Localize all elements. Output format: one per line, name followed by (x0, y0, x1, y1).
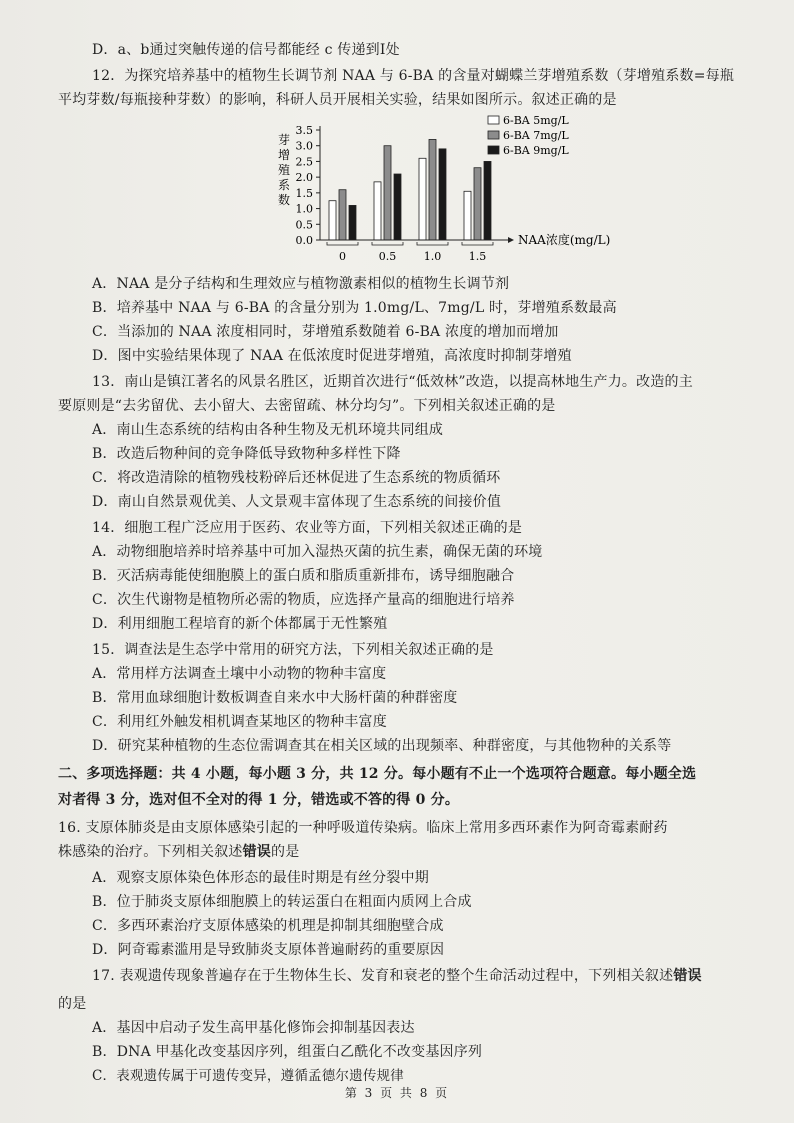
q17-stem-text: 17. 表观遗传现象普遍存在于生物体生长、发育和衰老的整个生命活动过程中，下列相关叙述 (92, 968, 674, 984)
q14-option-b: B．灭活病毒能使细胞膜上的蛋白质和脂质重新排布，诱导细胞融合 (92, 568, 515, 584)
legend-label: 6-BA 5mg/L (503, 114, 569, 127)
q11-option-d: D．a、b通过突触传递的信号都能经 c 传递到Ⅰ处 (92, 42, 400, 58)
bar (384, 146, 391, 240)
y-axis-label-char: 芽 (277, 133, 291, 147)
q17-option-a: A．基因中启动子发生高甲基化修饰会抑制基因表达 (92, 1020, 415, 1036)
q14-option-c: C．次生代谢物是植物所必需的物质，应选择产量高的细胞进行培养 (92, 592, 515, 608)
q16-stem-text: 株感染的治疗。下列相关叙述 (58, 844, 243, 860)
bar (339, 190, 346, 240)
q15-option-b: B．常用血球细胞计数板调查自来水中大肠杆菌的种群密度 (92, 690, 458, 706)
legend-swatch (488, 131, 499, 139)
section-2-heading-line1: 二、多项选择题：共 4 小题，每小题 3 分，共 12 分。每小题有不止一个选项符合题意。每小题全选 (58, 766, 697, 782)
bar (439, 149, 446, 240)
category-bracket (417, 242, 448, 245)
x-tick-label: 1.5 (468, 250, 487, 263)
y-axis-label-char: 系 (277, 178, 291, 192)
page-footer: 第 3 页 共 8 页 (344, 1086, 450, 1100)
q13-option-a: A．南山生态系统的结构由各种生物及无机环境共同组成 (92, 422, 444, 438)
q16-stem-line1: 16. 支原体肺炎是由支原体感染引起的一种呼吸道传染病。临床上常用多西环素作为阿奇霉素耐药 (58, 820, 668, 836)
y-axis-label (278, 132, 290, 207)
q14-option-d: D．利用细胞工程培育的新个体都属于无性繁殖 (92, 616, 388, 632)
bar (349, 205, 356, 240)
bar (484, 161, 491, 240)
q15-stem: 15．调查法是生态学中常用的研究方法，下列相关叙述正确的是 (92, 642, 494, 658)
bar (374, 182, 381, 240)
q17-option-c: C．表观遗传属于可遗传变异，遵循孟德尔遗传规律 (92, 1068, 404, 1084)
q13-option-d: D．南山自然景观优美、人文景观丰富体现了生态系统的间接价值 (92, 494, 502, 510)
bar (429, 139, 436, 240)
bar (419, 158, 426, 240)
q16-stem-line2 (58, 842, 299, 862)
legend-label: 6-BA 9mg/L (503, 144, 569, 157)
x-axis-label: NAA浓度(mg/L) (518, 233, 610, 247)
section-2-heading-line2: 对者得 3 分，选对但不全对的得 1 分，错选或不答的得 0 分。 (58, 792, 460, 808)
y-axis-label-char: 增 (277, 148, 291, 162)
legend-swatch (488, 116, 499, 124)
legend-swatch (488, 146, 499, 154)
bar-series (329, 139, 491, 240)
q16-option-c: C．多西环素治疗支原体感染的机理是抑制其细胞壁合成 (92, 918, 444, 934)
bar (329, 201, 336, 240)
q12-option-d: D．图中实验结果体现了 NAA 在低浓度时促进芽增殖，高浓度时抑制芽增殖 (92, 348, 572, 364)
q14-stem: 14．细胞工程广泛应用于医药、农业等方面，下列相关叙述正确的是 (92, 520, 523, 536)
x-tick-label: 0.5 (378, 250, 397, 263)
chart-legend (488, 114, 569, 157)
q16-stem-tail: 的是 (271, 844, 300, 860)
y-tick-label: 1.0 (295, 202, 313, 216)
y-axis-label-char: 殖 (277, 163, 291, 177)
q13-option-b: B．改造后物种间的竞争降低导致物种多样性下降 (92, 446, 401, 462)
category-bracket (327, 242, 358, 245)
q12-option-c: C．当添加的 NAA 浓度相同时，芽增殖系数随着 6-BA 浓度的增加而增加 (92, 324, 559, 340)
q13-option-c: C．将改造清除的植物残枝粉碎后还林促进了生态系统的物质循环 (92, 470, 501, 486)
x-axis-arrow (508, 237, 514, 243)
q15-option-a: A．常用样方法调查土壤中小动物的物种丰富度 (92, 666, 387, 682)
bud-proliferation-bar-chart (270, 112, 610, 272)
y-tick-label: 3.5 (295, 124, 313, 137)
q13-stem-line2: 要原则是“去劣留优、去小留大、去密留疏、林分均匀”。下列相关叙述正确的是 (58, 398, 556, 414)
q16-option-a: A．观察支原体染色体形态的最佳时期是有丝分裂中期 (92, 870, 429, 886)
q14-option-a: A．动物细胞培养时培养基中可加入湿热灭菌的抗生素，确保无菌的环境 (92, 544, 543, 560)
x-tick-label: 1.0 (423, 250, 442, 263)
q16-emphasis-word: 错误 (242, 844, 272, 860)
y-axis-label-char: 数 (277, 193, 291, 207)
bar (464, 191, 471, 240)
q12-stem-line2: 平均芽数/每瓶接种芽数）的影响，科研人员开展相关实验，结果如图所示。叙述正确的是 (58, 92, 617, 108)
y-tick-label: 3.0 (295, 139, 313, 153)
q12-option-b: B．培养基中 NAA 与 6-BA 的含量分别为 1.0mg/L、7mg/L 时，芽增殖系数最高 (92, 300, 617, 316)
x-tick-label: 0 (339, 250, 346, 263)
q17-stem-line2: 的是 (58, 996, 87, 1012)
y-tick-label: 0.0 (295, 234, 313, 247)
q16-option-b: B．位于肺炎支原体细胞膜上的转运蛋白在粗面内质网上合成 (92, 894, 472, 910)
q12-option-a: A．NAA 是分子结构和生理效应与植物激素相似的植物生长调节剂 (92, 276, 510, 292)
q16-option-d: D．阿奇霉素滥用是导致肺炎支原体普遍耐药的重要原因 (92, 942, 445, 958)
q15-option-c: C．利用红外触发相机调查某地区的物种丰富度 (92, 714, 387, 730)
q15-option-d: D．研究某种植物的生态位需调查其在相关区域的出现频率、种群密度，与其他物种的关系等 (92, 738, 672, 754)
bar (394, 174, 401, 240)
category-bracket (372, 242, 403, 245)
y-tick-label: 0.5 (295, 218, 313, 232)
q12-stem-line1: 12．为探究培养基中的植物生长调节剂 NAA 与 6-BA 的含量对蝴蝶兰芽增殖系数（芽增殖系数=每瓶 (92, 68, 735, 84)
q13-stem-line1: 13．南山是镇江著名的风景名胜区，近期首次进行“低效林”改造，以提高林地生产力。改造的主 (92, 374, 693, 390)
bar (474, 168, 481, 240)
y-tick-label: 2.0 (295, 171, 313, 185)
q17-option-b: B．DNA 甲基化改变基因序列，组蛋白乙酰化不改变基因序列 (92, 1044, 483, 1060)
y-axis (296, 124, 321, 247)
category-bracket (462, 242, 493, 245)
legend-label: 6-BA 7mg/L (503, 129, 569, 142)
q17-emphasis-word: 错误 (673, 968, 702, 984)
q17-stem-line1 (92, 966, 702, 986)
y-tick-label: 1.5 (295, 186, 313, 200)
y-tick-label: 2.5 (295, 155, 313, 169)
